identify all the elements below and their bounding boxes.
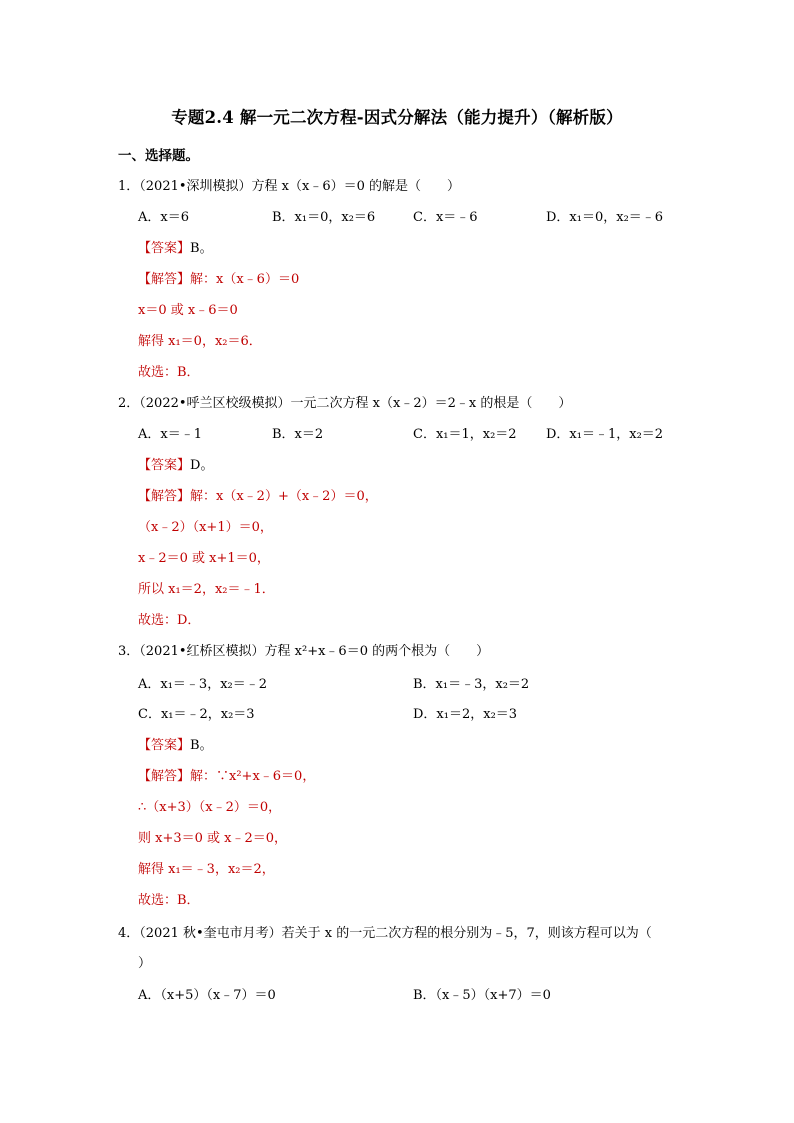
q3-option-c: C．x₁＝﹣2，x₂＝3 bbox=[138, 707, 255, 722]
q2-answer-tag: 【答案】 bbox=[138, 458, 191, 473]
q1-step: x＝0 或 x﹣6＝0 bbox=[138, 303, 238, 318]
q2-analysis-tag: 【解答】 bbox=[138, 489, 191, 504]
q3-answer-value: B。 bbox=[190, 738, 213, 753]
q2-step: 故选：D． bbox=[138, 613, 201, 628]
q2-answer-value: D。 bbox=[190, 458, 214, 473]
q2-answer bbox=[138, 457, 213, 475]
q3-step: 解得 x₁＝﹣3，x₂＝2， bbox=[138, 862, 275, 877]
q1-step: 故选：B． bbox=[138, 365, 200, 380]
q3-analysis-tag: 【解答】 bbox=[138, 769, 191, 784]
q2-analysis bbox=[138, 488, 378, 506]
q3-analysis bbox=[138, 768, 315, 786]
q2-option-d: D．x₁＝﹣1，x₂＝2 bbox=[546, 427, 664, 442]
q2-step: 解：x（x﹣2）+（x﹣2）＝0， bbox=[190, 489, 378, 504]
q3-step: 故选：B． bbox=[138, 893, 200, 908]
q3-step: 解：∵x²+x﹣6＝0， bbox=[190, 769, 316, 784]
q3-option-a: A．x₁＝﹣3，x₂＝﹣2 bbox=[138, 677, 268, 692]
q3-option-b: B．x₁＝﹣3，x₂＝2 bbox=[413, 677, 530, 692]
q1-option-b: B．x₁＝0，x₂＝6 bbox=[272, 210, 376, 225]
q4-stem: 4．（2021 秋•奎屯市月考）若关于 x 的一元二次方程的根分别为﹣5，7，则该方程可以为（ bbox=[118, 926, 652, 941]
q1-option-c: C．x＝﹣6 bbox=[413, 210, 478, 225]
section-heading: 一、选择题。 bbox=[118, 148, 199, 164]
q1-analysis-tag: 【解答】 bbox=[138, 272, 191, 287]
q1-step: 解得 x₁＝0，x₂＝6． bbox=[138, 334, 262, 349]
q3-answer bbox=[138, 737, 213, 755]
q2-step: （x﹣2）（x+1）＝0， bbox=[138, 520, 273, 535]
q2-option-a: A．x＝﹣1 bbox=[138, 427, 202, 442]
q4-stem-cont: ） bbox=[138, 956, 152, 971]
q1-answer bbox=[138, 240, 213, 258]
q1-answer-tag: 【答案】 bbox=[138, 241, 191, 256]
q2-stem: 2．（2022•呼兰区校级模拟）一元二次方程 x（x﹣2）＝2﹣x 的根是（ ） bbox=[118, 396, 572, 411]
q1-option-d: D．x₁＝0，x₂＝﹣6 bbox=[546, 210, 664, 225]
q3-stem: 3．（2021•红桥区模拟）方程 x²+x﹣6＝0 的两个根为（ ） bbox=[118, 644, 490, 659]
q3-step: 则 x+3＝0 或 x﹣2＝0， bbox=[138, 831, 288, 846]
q1-answer-value: B。 bbox=[190, 241, 213, 256]
q1-option-a: A．x＝6 bbox=[138, 210, 189, 225]
q3-answer-tag: 【答案】 bbox=[138, 738, 191, 753]
q1-stem: 1．（2021•深圳模拟）方程 x（x﹣6）＝0 的解是（ ） bbox=[118, 179, 460, 194]
q4-option-b: B．（x﹣5）（x+7）＝0 bbox=[413, 988, 551, 1003]
q2-option-c: C．x₁＝1，x₂＝2 bbox=[413, 427, 517, 442]
q1-step: 解：x（x﹣6）＝0 bbox=[190, 272, 300, 287]
q2-step: 所以 x₁＝2，x₂＝﹣1． bbox=[138, 582, 275, 597]
q2-option-b: B．x＝2 bbox=[272, 427, 324, 442]
q1-analysis bbox=[138, 271, 299, 289]
q3-option-d: D．x₁＝2，x₂＝3 bbox=[413, 707, 518, 722]
page-title: 专题2.4 解一元二次方程-因式分解法（能力提升）（解析版） bbox=[171, 108, 623, 127]
q2-step: x﹣2＝0 或 x+1＝0， bbox=[138, 551, 270, 566]
q3-step: ∴（x+3）（x﹣2）＝0， bbox=[138, 800, 282, 815]
q4-option-a: A．（x+5）（x﹣7）＝0 bbox=[138, 988, 276, 1003]
